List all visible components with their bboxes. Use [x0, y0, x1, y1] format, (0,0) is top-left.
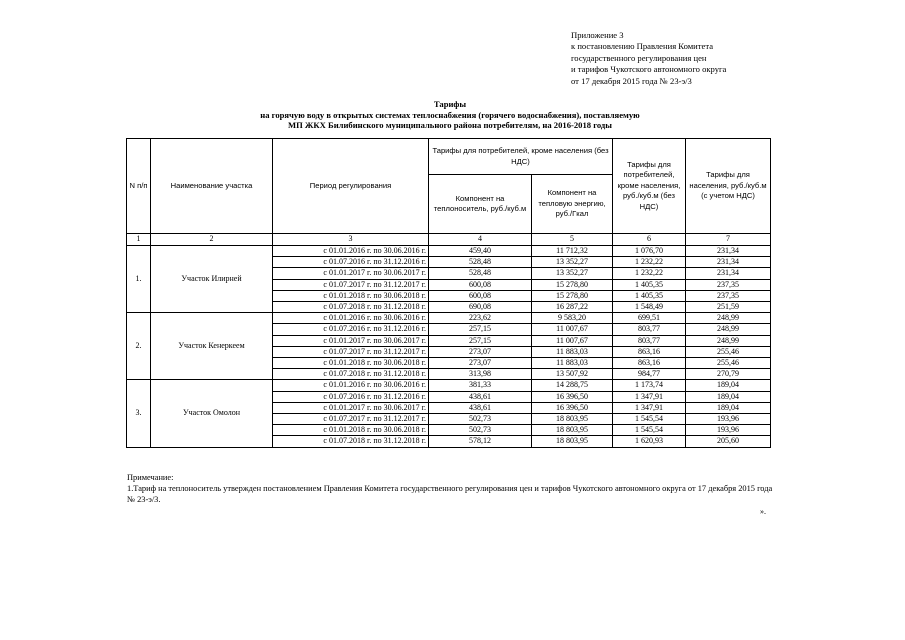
document-title [130, 99, 770, 131]
coolant-cell: 273,07 [429, 358, 532, 369]
period-cell: с 01.01.2018 г. по 30.06.2018 г. [273, 425, 429, 436]
energy-cell: 14 288,75 [532, 380, 613, 391]
energy-cell: 18 803,95 [532, 425, 613, 436]
period-cell: с 01.01.2016 г. по 30.06.2016 г. [273, 246, 429, 257]
group-index: 1. [127, 246, 151, 313]
nonpop-cell: 1 405,35 [613, 290, 686, 301]
group-index: 2. [127, 313, 151, 380]
nonpop-cell: 1 076,70 [613, 246, 686, 257]
energy-cell: 18 803,95 [532, 414, 613, 425]
nonpop-cell: 984,77 [613, 369, 686, 380]
energy-cell: 13 352,27 [532, 257, 613, 268]
appendix-line: и тарифов Чукотского автономного округа [571, 64, 727, 75]
coolant-cell: 502,73 [429, 425, 532, 436]
nonpop-cell: 1 548,49 [613, 302, 686, 313]
energy-cell: 16 396,50 [532, 391, 613, 402]
pop-cell: 237,35 [686, 279, 771, 290]
column-number: 1 [127, 234, 151, 246]
pop-cell: 248,99 [686, 313, 771, 324]
coolant-cell: 438,61 [429, 402, 532, 413]
energy-cell: 13 507,92 [532, 369, 613, 380]
site-name: Участок Кенеркеем [151, 313, 273, 380]
energy-cell: 11 883,03 [532, 358, 613, 369]
energy-cell: 11 007,67 [532, 335, 613, 346]
pop-cell: 189,04 [686, 380, 771, 391]
nonpop-cell: 803,77 [613, 335, 686, 346]
title-line-2: на горячую воду в открытых системах теплоснабжения (горячего водоснабжения), поставляемую [260, 109, 640, 120]
coolant-cell: 223,62 [429, 313, 532, 324]
appendix-line: к постановлению Правления Комитета [571, 41, 714, 52]
energy-cell: 16 287,22 [532, 302, 613, 313]
column-number: 7 [686, 234, 771, 246]
pop-cell: 231,34 [686, 268, 771, 279]
energy-cell: 18 803,95 [532, 436, 613, 447]
nonpop-cell: 1 545,54 [613, 414, 686, 425]
period-cell: с 01.01.2018 г. по 30.06.2018 г. [273, 358, 429, 369]
group-index: 3. [127, 380, 151, 447]
period-cell: с 01.01.2017 г. по 30.06.2017 г. [273, 335, 429, 346]
closing-quote: ». [760, 507, 766, 516]
energy-cell: 15 278,80 [532, 279, 613, 290]
column-number: 3 [273, 234, 429, 246]
period-cell: с 01.01.2016 г. по 30.06.2016 г. [273, 313, 429, 324]
pop-cell: 248,99 [686, 335, 771, 346]
header-energy: Компонент на тепловую энергию, руб./Гкал [532, 175, 613, 234]
table-row [127, 380, 771, 391]
energy-cell: 11 007,67 [532, 324, 613, 335]
table-row [127, 313, 771, 324]
energy-cell: 16 396,50 [532, 402, 613, 413]
period-cell: с 01.07.2016 г. по 31.12.2016 г. [273, 391, 429, 402]
pop-cell: 255,46 [686, 346, 771, 357]
pop-cell: 193,96 [686, 414, 771, 425]
header-num: N п/п [127, 139, 151, 234]
pop-cell: 248,99 [686, 324, 771, 335]
column-number: 5 [532, 234, 613, 246]
pop-cell: 193,96 [686, 425, 771, 436]
nonpop-cell: 1 232,22 [613, 257, 686, 268]
coolant-cell: 502,73 [429, 414, 532, 425]
nonpop-cell: 1 173,74 [613, 380, 686, 391]
title-line-1: Тарифы [433, 99, 467, 109]
column-number: 4 [429, 234, 532, 246]
header-site: Наименование участка [151, 139, 273, 234]
title-line-3: МП ЖКХ Билибинского муниципального района потребителям, на 2016-2018 годы [287, 120, 612, 131]
period-cell: с 01.01.2018 г. по 30.06.2018 г. [273, 290, 429, 301]
nonpop-cell: 1 405,35 [613, 279, 686, 290]
coolant-cell: 459,40 [429, 246, 532, 257]
header-period: Период регулирования [273, 139, 429, 234]
period-cell: с 01.07.2017 г. по 31.12.2017 г. [273, 414, 429, 425]
coolant-cell: 600,08 [429, 279, 532, 290]
column-numbers-row [127, 234, 771, 246]
pop-cell: 231,34 [686, 257, 771, 268]
pop-cell: 189,04 [686, 402, 771, 413]
column-number: 2 [151, 234, 273, 246]
appendix-header [571, 30, 831, 87]
site-name: Участок Илирней [151, 246, 273, 313]
period-cell: с 01.07.2018 г. по 31.12.2018 г. [273, 436, 429, 447]
table-row [127, 246, 771, 257]
coolant-cell: 578,12 [429, 436, 532, 447]
header-coolant: Компонент на теплоноситель, руб./куб.м [429, 175, 532, 234]
energy-cell: 15 278,80 [532, 290, 613, 301]
header-group: Тарифы для потребителей, кроме населения (без НДС) [429, 139, 613, 175]
nonpop-cell: 1 545,54 [613, 425, 686, 436]
coolant-cell: 381,33 [429, 380, 532, 391]
appendix-line: от 17 декабря 2015 года № 23-э/3 [571, 75, 692, 86]
coolant-cell: 313,98 [429, 369, 532, 380]
period-cell: с 01.07.2018 г. по 31.12.2018 г. [273, 369, 429, 380]
coolant-cell: 690,08 [429, 302, 532, 313]
energy-cell: 9 583,20 [532, 313, 613, 324]
coolant-cell: 438,61 [429, 391, 532, 402]
header-nonpop: Тарифы для потребителей, кроме населения, руб./куб.м (без НДС) [613, 139, 686, 234]
pop-cell: 205,60 [686, 436, 771, 447]
pop-cell: 270,79 [686, 369, 771, 380]
coolant-cell: 257,15 [429, 335, 532, 346]
period-cell: с 01.07.2017 г. по 31.12.2017 г. [273, 346, 429, 357]
pop-cell: 251,59 [686, 302, 771, 313]
notes-text: 1.Тариф на теплоноситель утвержден постановлением Правления Комитета государственного регулирования цен и тарифов Чукотского автономного округа от 17 декабря 2015 года № 23-э/3. [127, 484, 773, 504]
column-number: 6 [613, 234, 686, 246]
pop-cell: 189,04 [686, 391, 771, 402]
energy-cell: 11 712,32 [532, 246, 613, 257]
pop-cell: 237,35 [686, 290, 771, 301]
nonpop-cell: 1 620,93 [613, 436, 686, 447]
coolant-cell: 273,07 [429, 346, 532, 357]
header-pop: Тарифы для населения, руб./куб.м (с учетом НДС) [686, 139, 771, 234]
period-cell: с 01.01.2017 г. по 30.06.2017 г. [273, 268, 429, 279]
coolant-cell: 600,08 [429, 290, 532, 301]
nonpop-cell: 1 347,91 [613, 391, 686, 402]
coolant-cell: 257,15 [429, 324, 532, 335]
nonpop-cell: 803,77 [613, 324, 686, 335]
nonpop-cell: 1 232,22 [613, 268, 686, 279]
period-cell: с 01.07.2018 г. по 31.12.2018 г. [273, 302, 429, 313]
appendix-line: государственного регулирования цен [571, 52, 707, 63]
coolant-cell: 528,48 [429, 257, 532, 268]
energy-cell: 11 883,03 [532, 346, 613, 357]
tariffs-table [126, 138, 771, 448]
period-cell: с 01.01.2016 г. по 30.06.2016 г. [273, 380, 429, 391]
appendix-line: Приложение 3 [571, 30, 624, 40]
notes-label: Примечание: [127, 473, 174, 482]
nonpop-cell: 863,16 [613, 346, 686, 357]
pop-cell: 255,46 [686, 358, 771, 369]
site-name: Участок Омолон [151, 380, 273, 447]
coolant-cell: 528,48 [429, 268, 532, 279]
pop-cell: 231,34 [686, 246, 771, 257]
notes-block [127, 472, 777, 505]
period-cell: с 01.01.2017 г. по 30.06.2017 г. [273, 402, 429, 413]
energy-cell: 13 352,27 [532, 268, 613, 279]
period-cell: с 01.07.2016 г. по 31.12.2016 г. [273, 257, 429, 268]
nonpop-cell: 699,51 [613, 313, 686, 324]
period-cell: с 01.07.2016 г. по 31.12.2016 г. [273, 324, 429, 335]
nonpop-cell: 863,16 [613, 358, 686, 369]
period-cell: с 01.07.2017 г. по 31.12.2017 г. [273, 279, 429, 290]
nonpop-cell: 1 347,91 [613, 402, 686, 413]
